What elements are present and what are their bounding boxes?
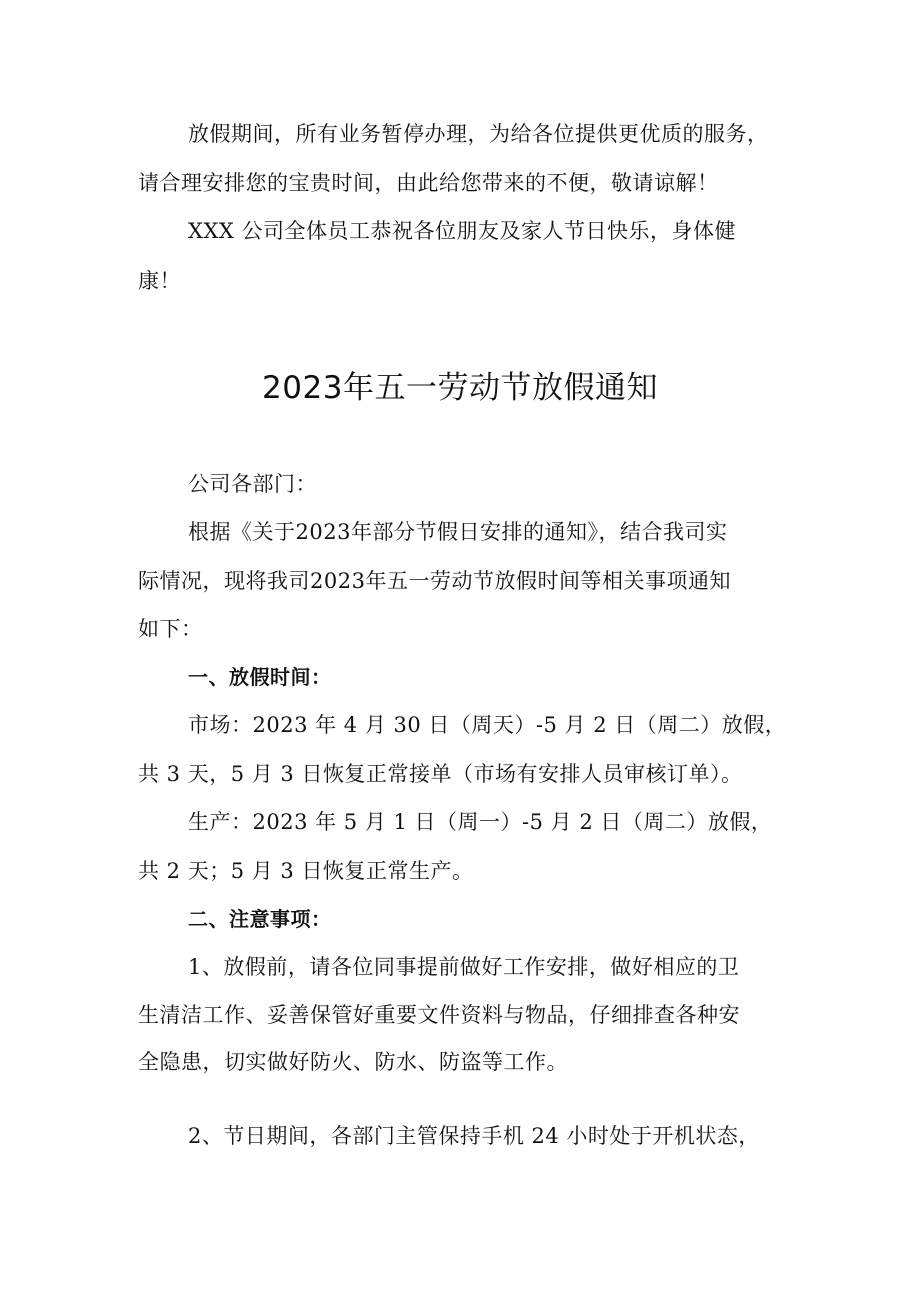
section-1-heading: 一、放假时间：: [188, 665, 332, 689]
section-2-heading: 二、注意事项：: [188, 907, 332, 931]
intro-paragraph-1-line-2: 请合理安排您的宝贵时间，由此给您带来的不便，敬请谅解！: [138, 171, 719, 195]
intro-paragraph-2-line-1: XXX 公司全体员工恭祝各位朋友及家人节日快乐，身体健: [188, 219, 737, 243]
market-schedule-line-1: 市场：2023 年 4 月 30 日（周天）-5 月 2 日（周二）放假，: [188, 713, 787, 737]
body-paragraph-line-3: 如下：: [138, 617, 203, 641]
notice-item-1-line-2: 生清洁工作、妥善保管好重要文件资料与物品，仔细排查各种安: [138, 1003, 740, 1027]
notice-item-2-line-1: 2、节日期间，各部门主管保持手机 24 小时处于开机状态，: [188, 1124, 760, 1148]
notice-item-1-line-1: 1、放假前，请各位同事提前做好工作安排，做好相应的卫: [188, 955, 740, 979]
body-paragraph-line-2: 际情况，现将我司2023年五一劳动节放假时间等相关事项通知: [138, 569, 731, 593]
body-paragraph-line-1: 根据《关于2023年部分节假日安排的通知》，结合我司实: [188, 520, 728, 544]
production-schedule-line-1: 生产：2023 年 5 月 1 日（周一）-5 月 2 日（周二）放假，: [188, 810, 773, 834]
production-schedule-line-2: 共 2 天；5 月 3 日恢复正常生产。: [138, 859, 474, 883]
notice-title: 2023年五一劳动节放假通知: [262, 370, 658, 406]
salutation: 公司各部门：: [188, 472, 317, 496]
notice-item-1-line-3: 全隐患，切实做好防火、防水、防盗等工作。: [138, 1050, 568, 1074]
intro-paragraph-1-line-1: 放假期间，所有业务暂停办理，为给各位提供更优质的服务，: [188, 122, 769, 146]
market-schedule-line-2: 共 3 天，5 月 3 日恢复正常接单（市场有安排人员审核订单）。: [138, 762, 743, 786]
intro-paragraph-2-line-2: 康！: [138, 269, 181, 293]
